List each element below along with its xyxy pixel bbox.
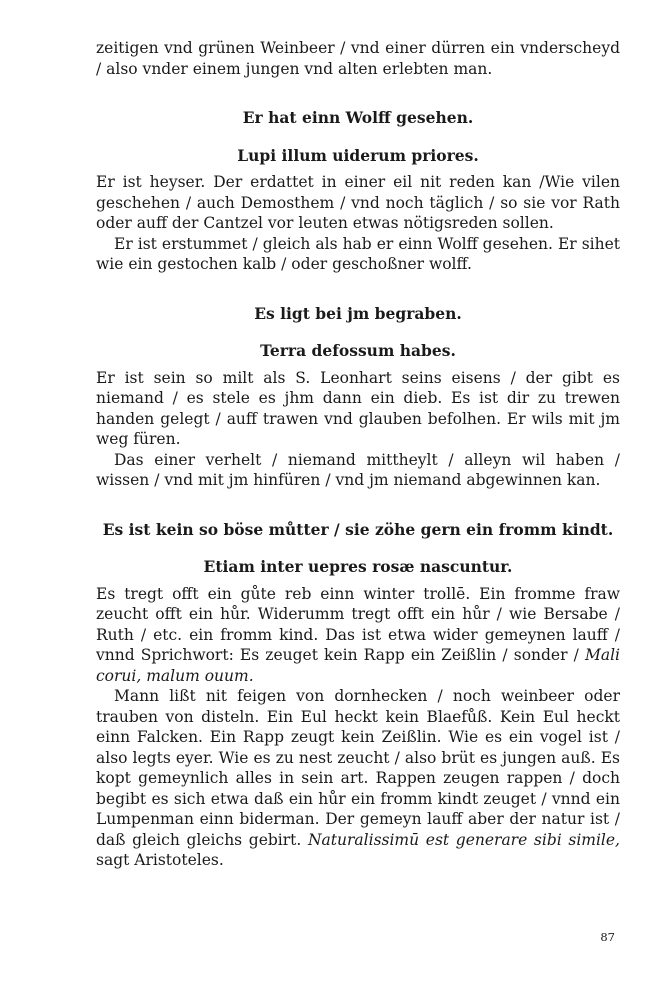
intro-paragraph: zeitigen vnd grünen Weinbeer / vnd einer dürren ein vnderscheyd / also vnder einem jungen vnd alten erlebten man. [96, 39, 620, 78]
page-number: 87 [600, 930, 615, 944]
paragraph-mother-2-tail: sagt Aristoteles. [96, 851, 224, 869]
paragraph-mother-2 [96, 686, 620, 871]
paragraph-buried-1: Er ist sein so milt als S. Leonhart seins eisens / der gibt es niemand / es stele es jhm dann ein dieb. Es ist dir zu trewen handen gelegt / auff trawen vnd glauben befolhen. Er wils mit jm weg füren. [96, 368, 620, 448]
section-latin-wolf: Lupi illum uiderum priores. [237, 145, 479, 165]
latin-quote-aristotle: Naturalissimū est generare sibi simile, [307, 830, 620, 849]
section-heading-mother: Es ist kein so böse můtter / sie zöhe gern ein fromm kindt. [102, 519, 614, 539]
paragraph-buried-2: Das einer verhelt / niemand mittheylt / alleyn wil haben / wissen / vnd mit jm hinfüren / vnd jm niemand abgewinnen kan. [96, 450, 620, 489]
paragraph-wolf-1: Er ist heyser. Der erdattet in einer eil nit reden kan /Wie vilen geschehen / auch Demosthem / vnd noch täglich / so sie vor Rath oder auff der Cantzel vor leuten etwas nötigsreden sollen. [96, 173, 620, 232]
paragraph-wolf-2: Er ist erstummet / gleich als hab er einn Wolff gesehen. Er sihet wie ein gestochen kalb / oder geschoßner wolff. [96, 234, 620, 273]
section-latin-mother: Etiam inter uepres rosæ nascuntur. [203, 557, 513, 576]
paragraph-mother-1-text: Es tregt offt ein gůte reb einn winter trollē. Ein fromme fraw zeucht offt ein hůr. Widerumm tregt offt ein hůr / wie Bersabe / Ruth / etc. ein fromm kind. Das ist etwa wider gemeynen lauff / vnnd Sprichwort: Es zeuget kein Rapp ein Zeißlin / sonder / [96, 584, 620, 664]
latin-quote-raven: Mali corui, malum ouum. [96, 646, 620, 685]
paragraph-mother-2-text: Mann lißt nit feigen von dornhecken / noch weinbeer oder trauben von disteln. Ein Eul heckt kein Blaefůß. Kein Eul heckt einn Falcken. Ein Rapp zeugt kein Zeißlin. Wie es ein vogel ist / also legts eyer. Wie es zu nest zeucht / also brüt es jungen auß. Es kopt gemeynlich alles in sein art. Rappen zeugen rappen / doch begibt es sich etwa daß ein hůr ein fromm kindt zeuget / vnnd ein Lumpenman einn biderman. Der gemeyn lauff aber der natur ist / daß gleich gleichs gebirt. [96, 687, 620, 849]
paragraph-mother-1 [96, 584, 620, 687]
page-body [96, 38, 620, 871]
section-heading-buried: Es ligt bei jm begraben. [254, 303, 462, 323]
section-latin-buried: Terra defossum habes. [260, 341, 456, 360]
section-heading-wolf: Er hat einn Wolff gesehen. [242, 108, 474, 127]
